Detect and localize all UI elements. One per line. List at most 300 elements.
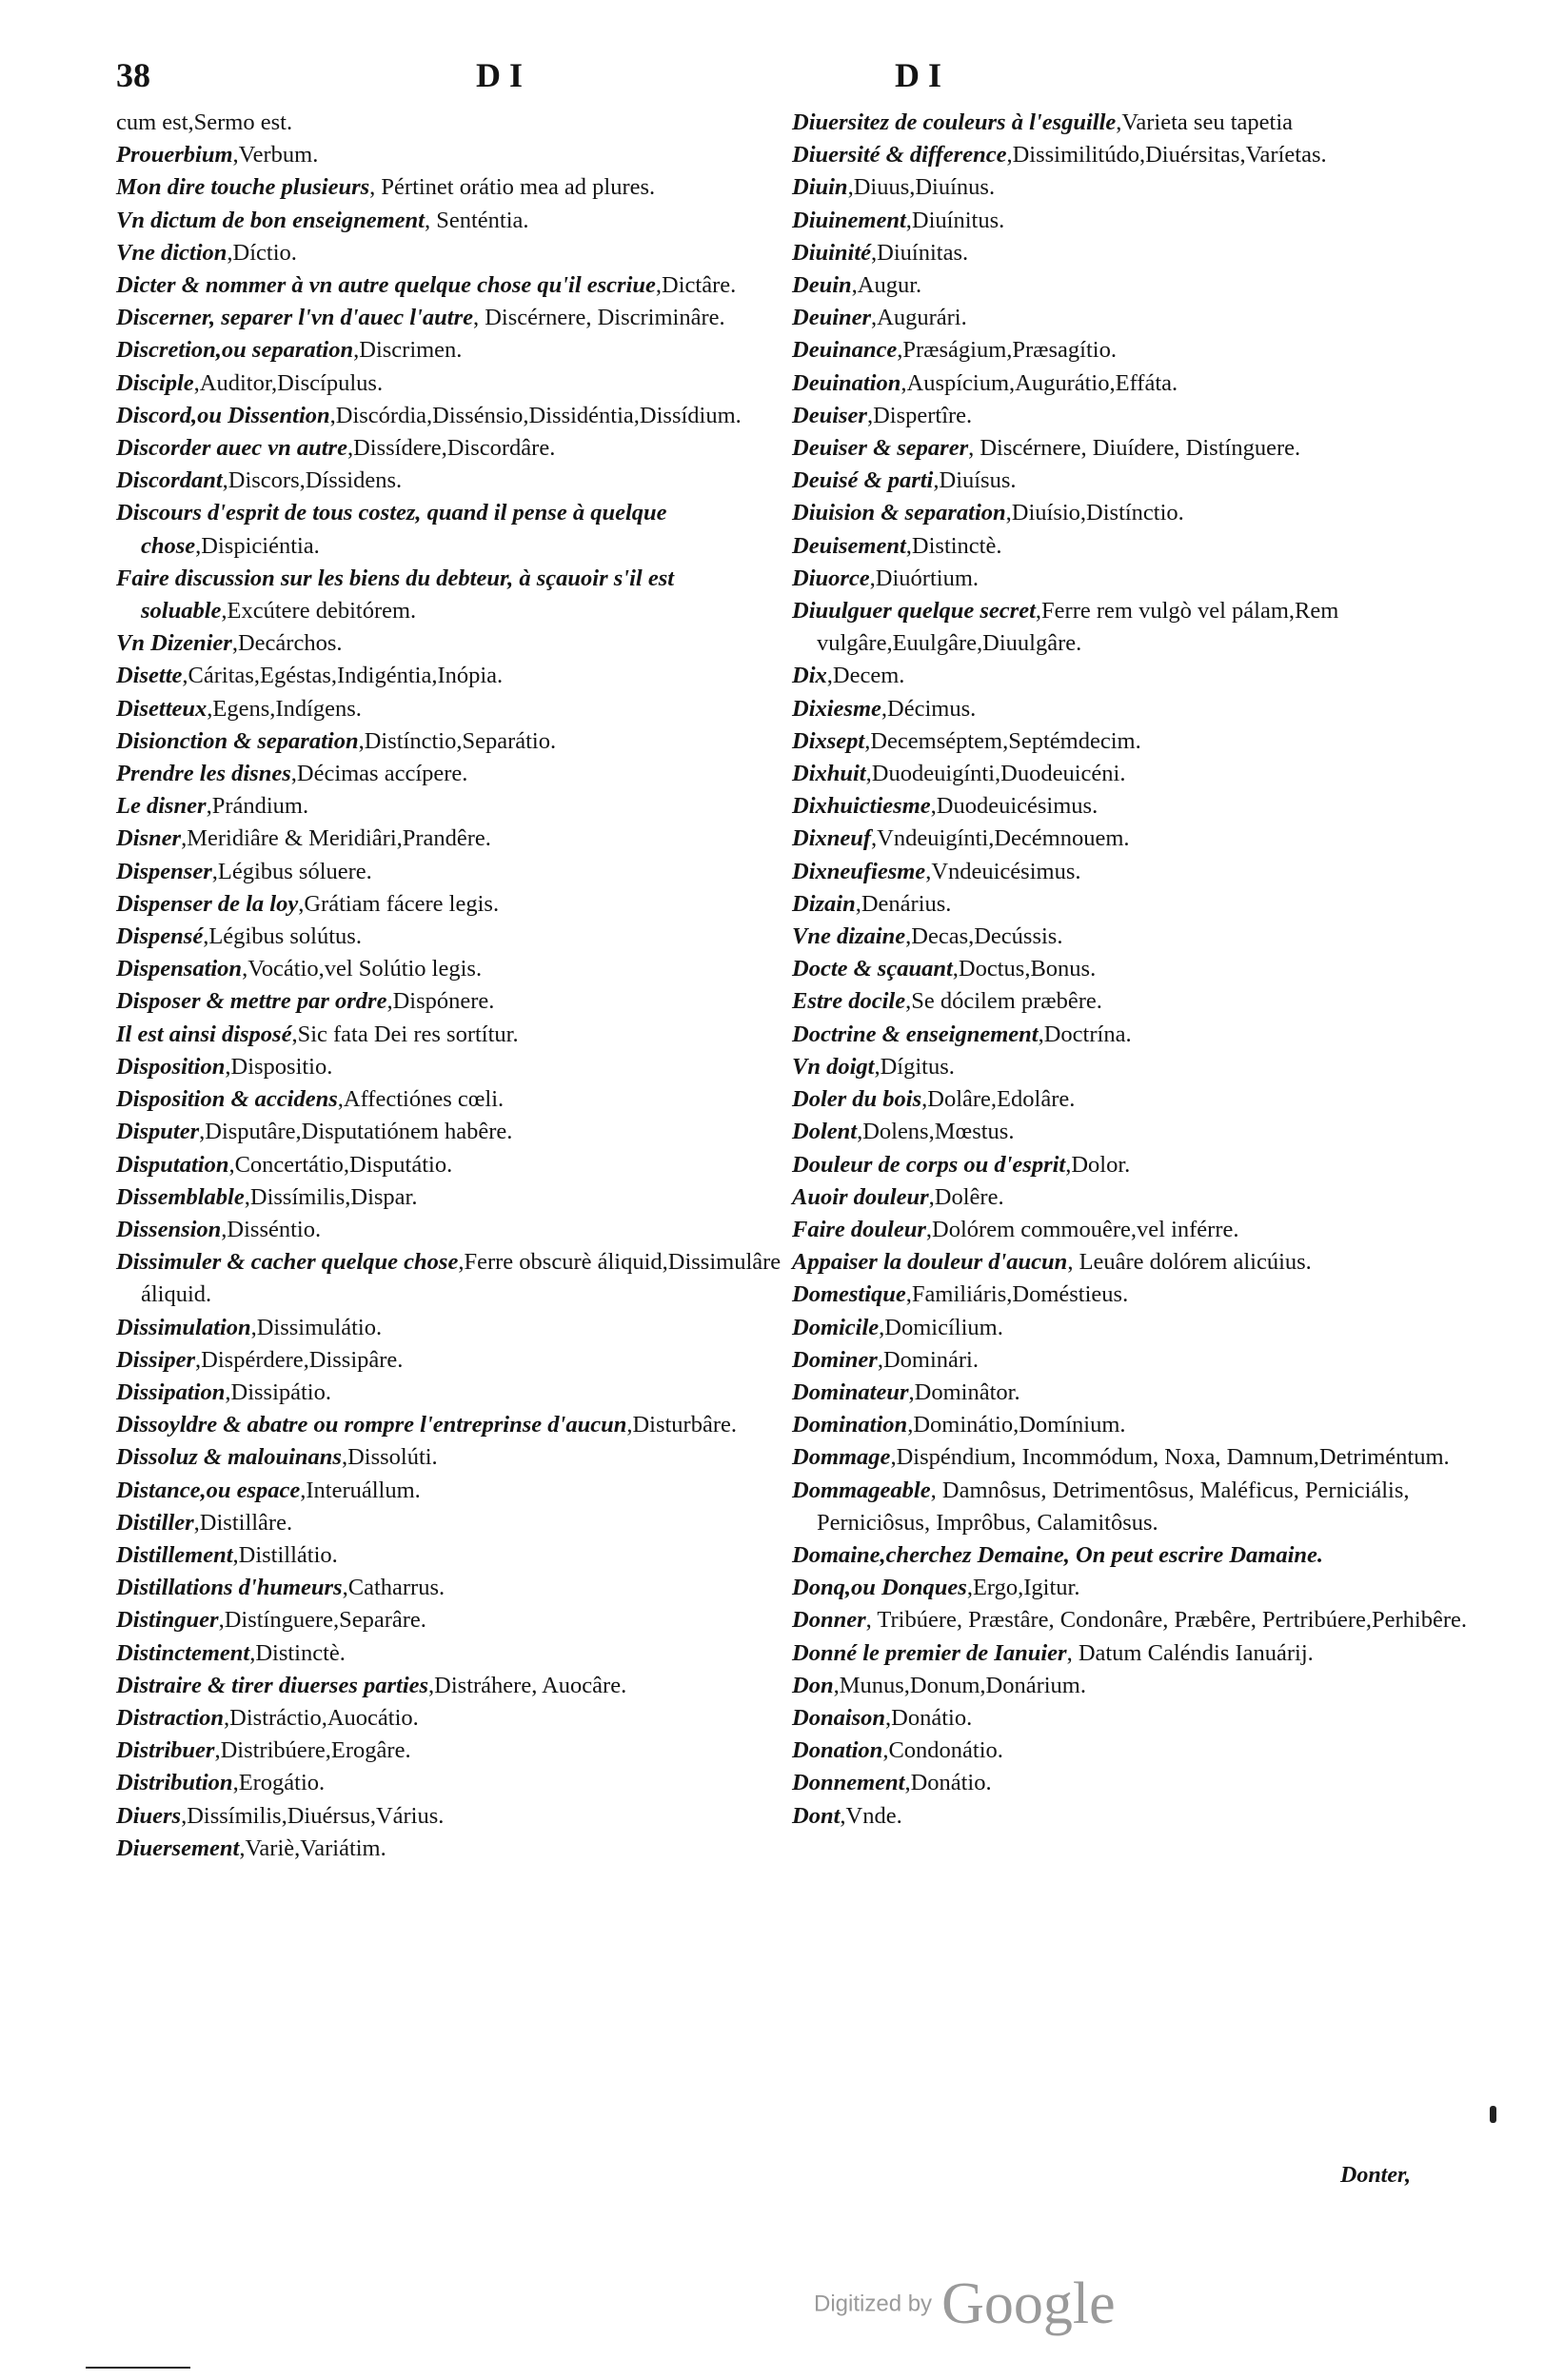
- dictionary-entry: [792, 269, 1485, 302]
- french-headword: Il est ainsi disposé: [116, 1021, 292, 1047]
- dictionary-entry: [792, 888, 1485, 921]
- dictionary-entry: [792, 1702, 1485, 1735]
- french-headword: Discorder auec vn autre: [116, 435, 347, 462]
- french-headword: Dixneuf: [792, 825, 872, 852]
- dictionary-entry: [116, 302, 802, 334]
- dictionary-entry: [116, 1475, 802, 1507]
- latin-gloss: ,Dominátio,Domínium.: [907, 1412, 1126, 1438]
- latin-gloss: ,Dispérdere,Dissipâre.: [195, 1346, 404, 1373]
- latin-gloss: ,Excútere debitórem.: [221, 598, 417, 625]
- french-headword: Dispensation: [116, 956, 243, 982]
- french-headword: Disciple: [116, 369, 194, 396]
- latin-gloss: ,Dissipátio.: [225, 1378, 331, 1405]
- latin-gloss: ,Distillátio.: [232, 1541, 338, 1568]
- french-headword: Donq,ou Donques: [792, 1575, 967, 1601]
- latin-gloss: ,Décimas accípere.: [290, 761, 468, 787]
- french-headword: Diuersité & difference: [792, 142, 1007, 169]
- french-headword: Donner: [792, 1607, 866, 1634]
- latin-gloss: ,Doctus,Bonus.: [952, 956, 1097, 982]
- header-right-letters: D I: [895, 56, 942, 94]
- dictionary-entry: [792, 1767, 1485, 1799]
- french-headword: Doler du bois: [792, 1086, 922, 1113]
- french-headword: Mon dire touche plusieurs: [116, 174, 370, 201]
- latin-gloss: ,Dolâre,Edolâre.: [921, 1086, 1076, 1113]
- dictionary-entry: [116, 334, 802, 367]
- dictionary-entry: [116, 497, 802, 562]
- latin-gloss: cum est,Sermo est.: [116, 109, 293, 135]
- dictionary-entry: [116, 1377, 802, 1409]
- latin-gloss: ,Disséntio.: [221, 1216, 322, 1242]
- french-headword: Deuisé & parti: [792, 467, 934, 494]
- latin-gloss: ,Grátiam fácere legis.: [298, 890, 500, 917]
- french-headword: Disetteux: [116, 695, 208, 722]
- latin-gloss: ,Distráctio,Auocátio.: [224, 1704, 419, 1731]
- french-headword: Deuiser & separer: [792, 435, 969, 462]
- latin-gloss: ,Distinctè.: [905, 532, 1002, 559]
- latin-gloss: ,Diuus,Diuínus.: [847, 174, 996, 201]
- french-headword: Disposition & accidens: [116, 1086, 338, 1113]
- dictionary-entry: [792, 985, 1485, 1018]
- latin-gloss: ,Dissímilis,Dispar.: [244, 1183, 418, 1210]
- french-headword: Appaiser la douleur d'aucun: [792, 1249, 1068, 1276]
- dictionary-entry: [792, 530, 1485, 563]
- french-headword: Dixiesme: [792, 695, 881, 722]
- google-logo: Google: [941, 2271, 1116, 2336]
- french-headword: Discerner, separer l'vn d'auec l'autre: [116, 305, 473, 331]
- dictionary-entry: [792, 1604, 1485, 1636]
- watermark-small-text: Digitized by: [814, 2291, 933, 2317]
- french-headword: Diuinement: [792, 207, 906, 233]
- latin-gloss: ,Decem.: [826, 663, 905, 689]
- dictionary-entry: [116, 1507, 802, 1539]
- french-headword: Dommageable: [792, 1477, 931, 1503]
- latin-gloss: ,Concertátio,Disputátio.: [228, 1151, 453, 1178]
- dictionary-entry: [116, 1409, 802, 1441]
- french-headword: Donnement: [792, 1770, 905, 1796]
- digitized-watermark: [814, 2271, 1116, 2338]
- dictionary-entry: [116, 1083, 802, 1116]
- french-headword: Dizain: [792, 890, 856, 917]
- dictionary-entry: [116, 1312, 802, 1344]
- latin-gloss: ,Distinctè.: [249, 1639, 346, 1666]
- dictionary-entry: [116, 1181, 802, 1214]
- latin-gloss: ,Varieta seu tapetia: [1116, 109, 1293, 135]
- french-headword: Diuersement: [116, 1835, 240, 1861]
- french-headword: Dissiper: [116, 1346, 196, 1373]
- dictionary-entry: [116, 205, 802, 237]
- french-headword: Le disner: [116, 793, 207, 820]
- latin-gloss: ,Augurári.: [871, 305, 967, 331]
- latin-gloss: ,Dissimulátio.: [250, 1314, 383, 1340]
- latin-gloss: ,Disputâre,Disputatiónem habêre.: [199, 1119, 513, 1145]
- french-headword: Disner: [116, 825, 182, 852]
- french-headword: Disposition: [116, 1053, 226, 1080]
- french-headword: Doctrine & enseignement: [792, 1021, 1039, 1047]
- latin-gloss: ,Duodeuicésimus.: [930, 793, 1099, 820]
- dictionary-entry: [792, 171, 1485, 204]
- latin-gloss: ,Interuállum.: [300, 1477, 421, 1503]
- latin-gloss: ,Diuísus.: [933, 467, 1017, 494]
- dictionary-entry: [116, 660, 802, 692]
- latin-gloss: , Senténtia.: [424, 207, 529, 233]
- dictionary-entry: [116, 1116, 802, 1148]
- latin-gloss: ,Discórdia,Dissénsio,Dissidéntia,Dissídium.: [329, 402, 742, 428]
- dictionary-entry: [116, 1572, 802, 1604]
- french-headword: Distinctement: [116, 1639, 250, 1666]
- french-headword: Vne dizaine: [792, 923, 906, 950]
- latin-gloss: ,Dissolúti.: [341, 1444, 438, 1471]
- french-headword: Estre docile: [792, 988, 906, 1015]
- latin-gloss: ,Dolor.: [1065, 1151, 1131, 1178]
- dictionary-entry: [116, 400, 802, 432]
- dictionary-entry: [792, 1539, 1485, 1572]
- french-headword: Disette: [116, 663, 183, 689]
- latin-gloss: ,Dissídere,Discordâre.: [346, 435, 556, 462]
- latin-gloss: ,Distribúere,Erogâre.: [214, 1737, 411, 1764]
- french-headword: Dispenser de la loy: [116, 890, 299, 917]
- latin-gloss: ,Dispositio.: [225, 1053, 333, 1080]
- latin-gloss: ,Légibus solútus.: [203, 923, 362, 950]
- french-headword: Vn dictum de bon enseignement: [116, 207, 425, 233]
- dictionary-entry: [116, 693, 802, 725]
- latin-gloss: ,Légibus sóluere.: [211, 858, 372, 884]
- dictionary-entry: [116, 237, 802, 269]
- latin-gloss: ,Vndeuigínti,Decémnouem.: [871, 825, 1130, 852]
- french-headword: Donné le premier de Ianuier: [792, 1639, 1067, 1666]
- latin-gloss: ,Donátio.: [885, 1704, 973, 1731]
- french-headword: Dominer: [792, 1346, 878, 1373]
- latin-gloss: ,Dispónere.: [386, 988, 495, 1015]
- dictionary-entry: [116, 1214, 802, 1246]
- french-headword: Distraire & tirer diuerses parties: [116, 1672, 429, 1698]
- latin-gloss: ,Vndeuicésimus.: [925, 858, 1081, 884]
- dictionary-entry: [792, 1572, 1485, 1604]
- dictionary-entry: [792, 237, 1485, 269]
- dictionary-entry: [792, 1344, 1485, 1377]
- latin-gloss: , Discérnere, Discriminâre.: [472, 305, 725, 331]
- dictionary-entry: [792, 790, 1485, 823]
- french-headword: Dix: [792, 663, 827, 689]
- dictionary-entry: [116, 1019, 802, 1051]
- latin-gloss: ,Dispiciéntia.: [195, 532, 320, 559]
- latin-gloss: ,Distínctio,Separátio.: [358, 727, 557, 754]
- latin-gloss: ,Decas,Decússis.: [905, 923, 1063, 950]
- dictionary-entry: [792, 660, 1485, 692]
- french-headword: Diuinité: [792, 239, 872, 266]
- dictionary-entry: [792, 139, 1485, 171]
- dictionary-entry: [792, 1475, 1485, 1539]
- dictionary-entry: [116, 1702, 802, 1735]
- latin-gloss: ,Discors,Díssidens.: [222, 467, 403, 494]
- latin-gloss: ,Diuínitus.: [905, 207, 1005, 233]
- french-headword: Deuiser: [792, 402, 867, 428]
- french-headword: Dissoluz & malouinans: [116, 1444, 342, 1471]
- french-headword: Disionction & separation: [116, 727, 359, 754]
- dictionary-entry: [116, 1767, 802, 1799]
- french-headword: Faire discussion sur les biens du debteur, à sçauoir s'il est soluable: [116, 565, 675, 625]
- dictionary-entry: [792, 465, 1485, 497]
- dictionary-entry: [792, 1083, 1485, 1116]
- latin-gloss: ,Dolórem commouêre,vel inférre.: [925, 1216, 1239, 1242]
- french-headword: Donaison: [792, 1704, 886, 1731]
- dictionary-entry: [792, 334, 1485, 367]
- dictionary-entry: [792, 725, 1485, 758]
- dictionary-entry: [116, 725, 802, 758]
- french-headword: Diuin: [792, 174, 848, 201]
- french-headword: Distiller: [116, 1509, 194, 1536]
- french-headword: Dissoyldre & abatre ou rompre l'entreprinse d'aucun: [116, 1412, 627, 1438]
- dictionary-entry: [116, 856, 802, 888]
- french-headword: Deuin: [792, 272, 852, 299]
- french-headword: Distraction: [116, 1704, 224, 1731]
- dictionary-entry: [116, 269, 802, 302]
- french-headword: Dissimulation: [116, 1314, 251, 1340]
- dictionary-entry: [116, 1670, 802, 1702]
- french-headword: Disputer: [116, 1119, 200, 1145]
- dictionary-entry: [116, 107, 802, 139]
- dictionary-entry: [116, 1441, 802, 1474]
- french-headword: Dixneufiesme: [792, 858, 926, 884]
- latin-gloss: ,Auspícium,Augurátio,Effáta.: [901, 369, 1178, 396]
- dictionary-entry: [792, 205, 1485, 237]
- french-headword: Discord,ou Dissention: [116, 402, 330, 428]
- latin-gloss: ,Vocátio,vel Solútio legis.: [242, 956, 483, 982]
- french-headword: Distance,ou espace: [116, 1477, 301, 1503]
- latin-gloss: ,Verbum.: [232, 142, 319, 169]
- latin-gloss: ,Familiáris,Doméstieus.: [905, 1281, 1129, 1308]
- french-headword: Dissimuler & cacher quelque chose: [116, 1249, 459, 1276]
- latin-gloss: ,Vnde.: [840, 1802, 902, 1829]
- dictionary-entry: [792, 1051, 1485, 1083]
- left-column: [116, 107, 802, 1865]
- ink-mark: [1490, 2106, 1496, 2123]
- dictionary-entry: [792, 497, 1485, 529]
- french-headword: Dixsept: [792, 727, 865, 754]
- dictionary-entry: [116, 953, 802, 985]
- latin-gloss: ,Ferre obscurè áliquid,Dissimulâre áliquid.: [141, 1249, 782, 1308]
- dictionary-entry: [792, 1409, 1485, 1441]
- dictionary-entry: [792, 1019, 1485, 1051]
- dictionary-entry: [116, 432, 802, 465]
- french-headword: Distinguer: [116, 1607, 219, 1634]
- header-left-letters: D I: [476, 56, 524, 94]
- french-headword: Vne diction: [116, 239, 228, 266]
- french-headword: Dixhuit: [792, 761, 866, 787]
- french-headword: Vn doigt: [792, 1053, 875, 1080]
- dictionary-entry: [116, 790, 802, 823]
- latin-gloss: ,Distillâre.: [193, 1509, 293, 1536]
- latin-gloss: ,Decemséptem,Septémdecim.: [864, 727, 1141, 754]
- page-number: 38: [116, 56, 150, 94]
- dictionary-entry: [116, 1604, 802, 1636]
- dictionary-entry: [116, 1051, 802, 1083]
- latin-gloss: ,Discrimen.: [353, 337, 463, 364]
- latin-gloss: ,Diuísio,Distínctio.: [1005, 500, 1184, 526]
- dictionary-entry: [792, 1149, 1485, 1181]
- latin-gloss: ,Dispéndium, Incommódum, Noxa, Damnum,Detriméntum.: [890, 1444, 1450, 1471]
- french-headword: Discretion,ou separation: [116, 337, 354, 364]
- french-headword: Distillement: [116, 1541, 233, 1568]
- french-headword: Don: [792, 1672, 834, 1698]
- dictionary-entry: [792, 1735, 1485, 1767]
- dictionary-entry: [792, 107, 1485, 139]
- dictionary-entry: [116, 1539, 802, 1572]
- latin-gloss: ,Denárius.: [855, 890, 952, 917]
- french-headword: Dissemblable: [116, 1183, 245, 1210]
- latin-gloss: , Pértinet orátio mea ad plures.: [369, 174, 656, 201]
- dictionary-entry: [116, 758, 802, 790]
- french-headword: Docte & sçauant: [792, 956, 953, 982]
- dictionary-entry: [116, 1149, 802, 1181]
- dictionary-entry: [116, 1833, 802, 1865]
- french-headword: Diuers: [116, 1802, 182, 1829]
- latin-gloss: ,Ferre rem vulgò vel pálam,Rem vulgâre,Euulgâre,Diuulgâre.: [817, 598, 1339, 657]
- latin-gloss: , Discérnere, Diuídere, Distínguere.: [968, 435, 1301, 462]
- latin-gloss: ,Variè,Variátim.: [239, 1835, 386, 1861]
- bottom-rule: [86, 2367, 190, 2369]
- latin-gloss: ,Cáritas,Egéstas,Indigéntia,Inópia.: [182, 663, 504, 689]
- dictionary-entry: [792, 1670, 1485, 1702]
- dictionary-entry: [792, 856, 1485, 888]
- french-headword: Donation: [792, 1737, 883, 1764]
- latin-gloss: ,Dissímilis,Diuérsus,Várius.: [181, 1802, 445, 1829]
- french-headword: Auoir douleur: [792, 1183, 929, 1210]
- dictionary-entry: [792, 823, 1485, 855]
- dictionary-entry: [116, 921, 802, 953]
- dictionary-entry: [116, 1344, 802, 1377]
- dictionary-entry: [792, 432, 1485, 465]
- french-headword: Distribution: [116, 1770, 233, 1796]
- french-headword: Dont: [792, 1802, 841, 1829]
- french-headword: Deuisement: [792, 532, 906, 559]
- dictionary-entry: [792, 1441, 1485, 1474]
- french-headword: Domestique: [792, 1281, 906, 1308]
- dictionary-entry: [792, 1279, 1485, 1311]
- latin-gloss: ,Prándium.: [206, 793, 309, 820]
- latin-gloss: ,Distráhere, Auocâre.: [428, 1672, 627, 1698]
- french-headword: Diuorce: [792, 565, 870, 591]
- french-headword: Distillations d'humeurs: [116, 1575, 343, 1601]
- latin-gloss: ,Egens,Indígens.: [207, 695, 362, 722]
- french-headword: Dissipation: [116, 1378, 226, 1405]
- dictionary-entry: [792, 400, 1485, 432]
- latin-gloss: ,Decárchos.: [231, 630, 343, 657]
- french-headword: Domicile: [792, 1314, 880, 1340]
- latin-gloss: ,Dígitus.: [874, 1053, 955, 1080]
- latin-gloss: ,Distínguere,Separâre.: [218, 1607, 426, 1634]
- dictionary-entry: [116, 465, 802, 497]
- dictionary-entry: [792, 1377, 1485, 1409]
- french-headword: Domaine,cherchez Demaine, On peut escrire Damaine.: [792, 1541, 1324, 1568]
- latin-gloss: , Leuâre dolórem alicúius.: [1067, 1249, 1312, 1276]
- french-headword: Discordant: [116, 467, 223, 494]
- latin-gloss: , Tribúere, Præstâre, Condonâre, Præbêre, Pertribúere,Perhibêre.: [865, 1607, 1468, 1634]
- french-headword: Dicter & nommer à vn autre quelque chose qu'il escriue: [116, 272, 656, 299]
- latin-gloss: ,Catharrus.: [342, 1575, 445, 1601]
- french-headword: Dispensé: [116, 923, 204, 950]
- french-headword: Disputation: [116, 1151, 229, 1178]
- french-headword: Diuersitez de couleurs à l'esguille: [792, 109, 1117, 135]
- french-headword: Distribuer: [116, 1737, 215, 1764]
- latin-gloss: ,Sic fata Dei res sortítur.: [291, 1021, 519, 1047]
- latin-gloss: ,Se dócilem præbêre.: [905, 988, 1102, 1015]
- latin-gloss: ,Duodeuigínti,Duodeuicéni.: [865, 761, 1126, 787]
- dictionary-entry: [792, 1800, 1485, 1833]
- latin-gloss: , Datum Caléndis Ianuárij.: [1066, 1639, 1314, 1666]
- catchword: Donter,: [1340, 2163, 1412, 2188]
- french-headword: Diuulguer quelque secret: [792, 598, 1036, 625]
- latin-gloss: ,Doctrína.: [1038, 1021, 1132, 1047]
- latin-gloss: ,Dominári.: [877, 1346, 979, 1373]
- dictionary-entry: [116, 139, 802, 171]
- dictionary-entry: [792, 1214, 1485, 1246]
- french-headword: Disposer & mettre par ordre: [116, 988, 387, 1015]
- latin-gloss: ,Erogátio.: [232, 1770, 326, 1796]
- latin-gloss: ,Décimus.: [881, 695, 977, 722]
- french-headword: Vn Dizenier: [116, 630, 232, 657]
- french-headword: Discours d'esprit de tous costez, quand il pense à quelque chose: [116, 500, 667, 559]
- dictionary-entry: [116, 985, 802, 1018]
- french-headword: Diuision & separation: [792, 500, 1006, 526]
- right-column: [792, 107, 1485, 1833]
- latin-gloss: ,Meridiâre & Meridiâri,Prandêre.: [181, 825, 491, 852]
- dictionary-entry: [116, 1637, 802, 1670]
- latin-gloss: ,Donátio.: [904, 1770, 992, 1796]
- french-headword: Deuiner: [792, 305, 872, 331]
- latin-gloss: ,Diuínitas.: [871, 239, 969, 266]
- dictionary-entry: [116, 171, 802, 204]
- page-header: [0, 55, 1544, 112]
- dictionary-entry: [792, 1181, 1485, 1214]
- french-headword: Domination: [792, 1412, 908, 1438]
- latin-gloss: ,Dolêre.: [928, 1183, 1004, 1210]
- french-headword: Dispenser: [116, 858, 212, 884]
- french-headword: Prendre les disnes: [116, 761, 291, 787]
- latin-gloss: ,Condonátio.: [882, 1737, 1003, 1764]
- french-headword: Deuinance: [792, 337, 898, 364]
- dictionary-entry: [792, 693, 1485, 725]
- dictionary-entry: [792, 921, 1485, 953]
- french-headword: Dissension: [116, 1216, 222, 1242]
- dictionary-entry: [792, 302, 1485, 334]
- dictionary-entry: [792, 1312, 1485, 1344]
- dictionary-entry: [116, 1735, 802, 1767]
- dictionary-entry: [116, 1800, 802, 1833]
- latin-gloss: ,Domicílium.: [879, 1314, 1003, 1340]
- dictionary-entry: [792, 1116, 1485, 1148]
- latin-gloss: ,Augur.: [851, 272, 922, 299]
- latin-gloss: ,Díctio.: [227, 239, 297, 266]
- dictionary-entry: [792, 1246, 1485, 1279]
- latin-gloss: ,Ergo,Igitur.: [966, 1575, 1080, 1601]
- dictionary-entry: [116, 1246, 802, 1311]
- french-headword: Deuination: [792, 369, 901, 396]
- dictionary-entry: [116, 563, 802, 627]
- dictionary-entry: [116, 823, 802, 855]
- latin-gloss: ,Dispertîre.: [866, 402, 973, 428]
- dictionary-entry: [116, 888, 802, 921]
- latin-gloss: ,Dictâre.: [655, 272, 737, 299]
- dictionary-entry: [792, 1637, 1485, 1670]
- latin-gloss: ,Disturbâre.: [626, 1412, 737, 1438]
- dictionary-entry: [792, 563, 1485, 595]
- french-headword: Dolent: [792, 1119, 858, 1145]
- dictionary-entry: [792, 758, 1485, 790]
- french-headword: Faire douleur: [792, 1216, 926, 1242]
- latin-gloss: ,Munus,Donum,Donárium.: [833, 1672, 1086, 1698]
- latin-gloss: ,Præságium,Præsagítio.: [897, 337, 1117, 364]
- french-headword: Dominateur: [792, 1378, 909, 1405]
